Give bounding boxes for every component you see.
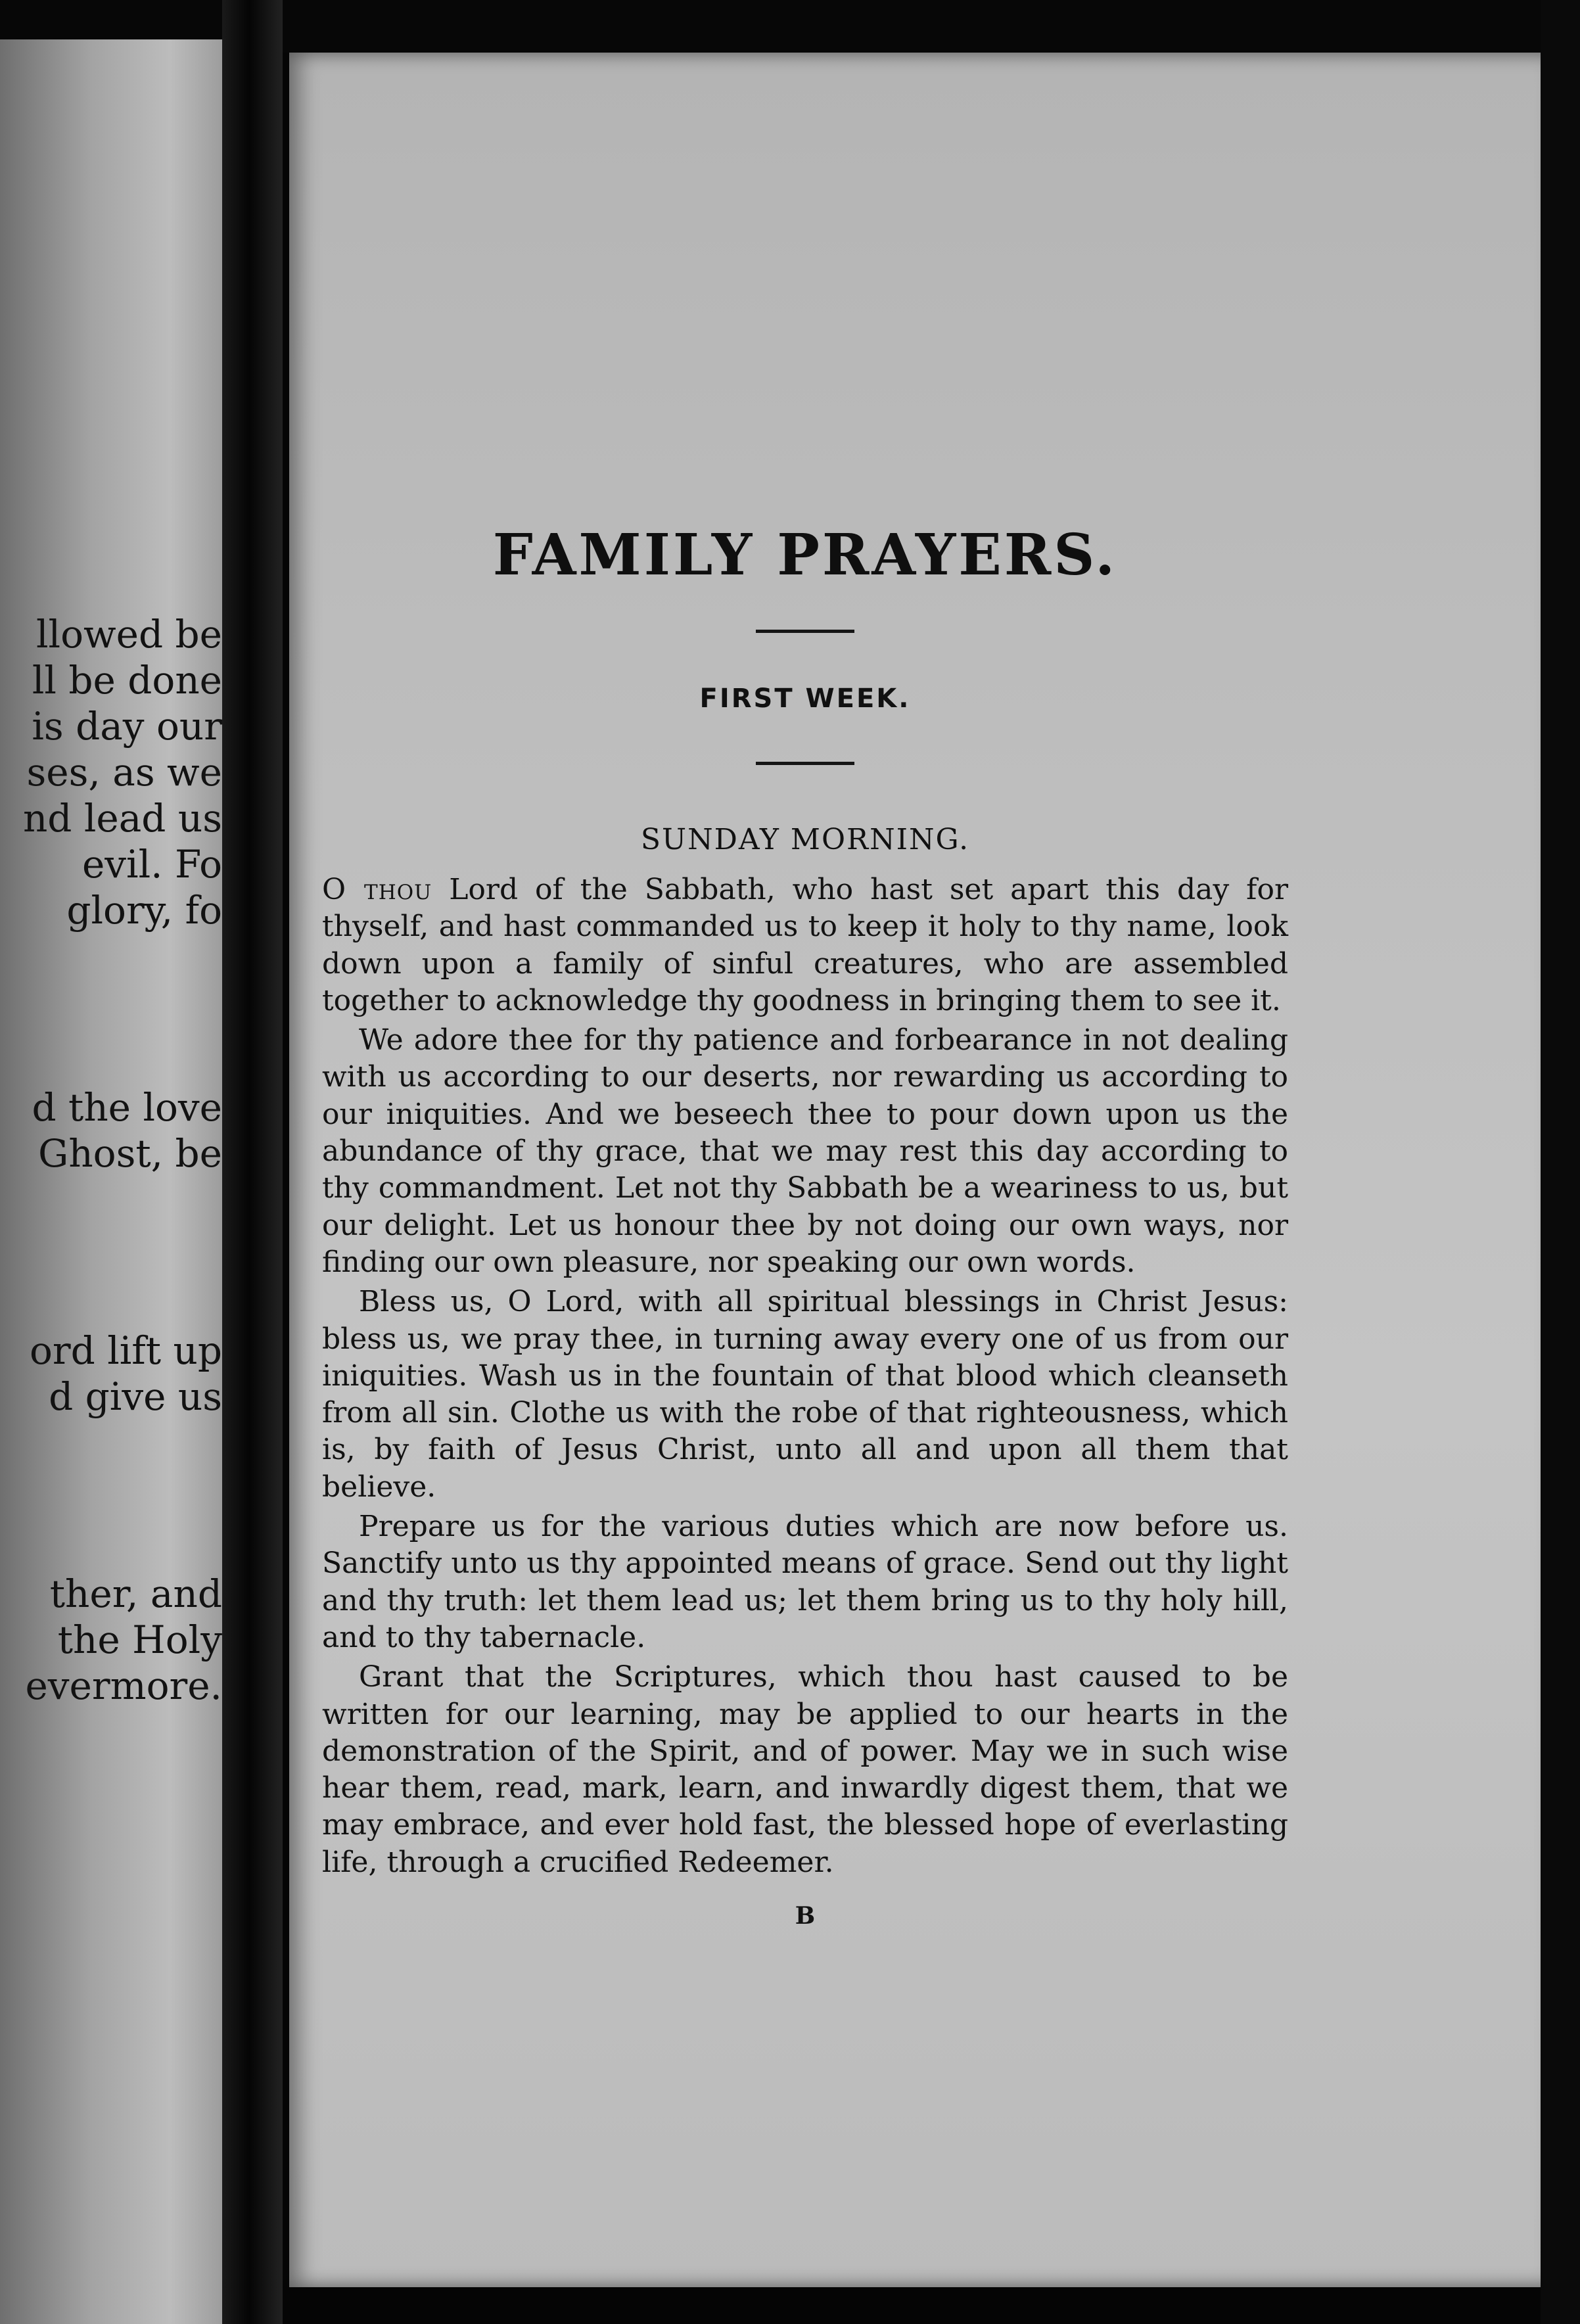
left-line: evil. Fo (81, 842, 222, 887)
left-line: ses, as we (26, 750, 222, 795)
page-title: FAMILY PRAYERS. (492, 522, 1118, 588)
left-line: d give us (49, 1374, 222, 1419)
left-line: glory, fo (66, 888, 222, 933)
left-line: ord lift up (29, 1328, 222, 1373)
paragraph-text: Lord of the Sabbath, who hast set apart this day for thyself, and hast commanded us to keep it holy to thy name, look down upon a family of sinful creatures, who are assembled together to acknowledge thy goodness in bringing them to see it. (322, 873, 1288, 1017)
prayer-paragraph: Bless us, O Lord, with all spiritual blessings in Christ Jesus: bless us, we pray thee, in turning away every one of us from our iniquities. Wash us in the fountain of that blood which cleanseth from all sin. Clothe us with the robe of that righteousness, which is, by faith of Jesus Christ, unto all and upon all them that believe. (322, 1285, 1288, 1504)
left-page-fragment (0, 39, 227, 2324)
prayer-paragraph: We adore thee for thy patience and forbearance in not dealing with us according to our deserts, nor rewarding us according to our iniquities. And we beseech thee to pour down upon us the abundance of thy grace, that we may rest this day according to thy commandment. Let not thy Sabbath be a weariness to us, but our delight. Let us honour thee by not doing our own ways, nor finding our own pleasure, nor speaking our own words. (322, 1023, 1288, 1279)
prayer-paragraph: Grant that the Scriptures, which thou hast caused to be written for our learning, may be applied to our hearts in the demonstration of the Spirit, and of power. May we in such wise hear them, read, mark, learn, and inwardly digest them, that we may embrace, and ever hold fast, the blessed hope of everlasting life, through a crucified Redeemer. (322, 1660, 1288, 1879)
left-line: nd lead us (22, 796, 222, 841)
left-line: the Holy (57, 1617, 222, 1662)
left-line: evermore. (25, 1663, 222, 1708)
paragraph-lead: O thou (322, 873, 432, 906)
left-line: d the love (32, 1085, 222, 1130)
week-divider (756, 762, 854, 765)
left-line: is day our (32, 704, 222, 749)
section-heading: SUNDAY MORNING. (640, 823, 970, 856)
prayer-paragraph (322, 872, 1288, 1019)
left-line: Ghost, be (37, 1131, 222, 1176)
prayer-paragraph: Prepare us for the various duties which are now before us. Sanctify unto us thy appointed means of grace. Send out thy light and thy truth: let them lead us; let them bring us to thy holy hill, and to thy tabernacle. (322, 1510, 1288, 1654)
book-gutter (222, 0, 283, 2324)
left-line: ll be done (32, 658, 222, 703)
right-page-content (322, 519, 1288, 1930)
week-heading: FIRST WEEK. (699, 684, 911, 714)
scan-right-border (1541, 0, 1580, 2324)
title-divider (756, 630, 854, 633)
signature-mark: B (795, 1902, 816, 1930)
left-line: llowed be (35, 612, 222, 657)
left-line: ther, and (49, 1571, 222, 1616)
